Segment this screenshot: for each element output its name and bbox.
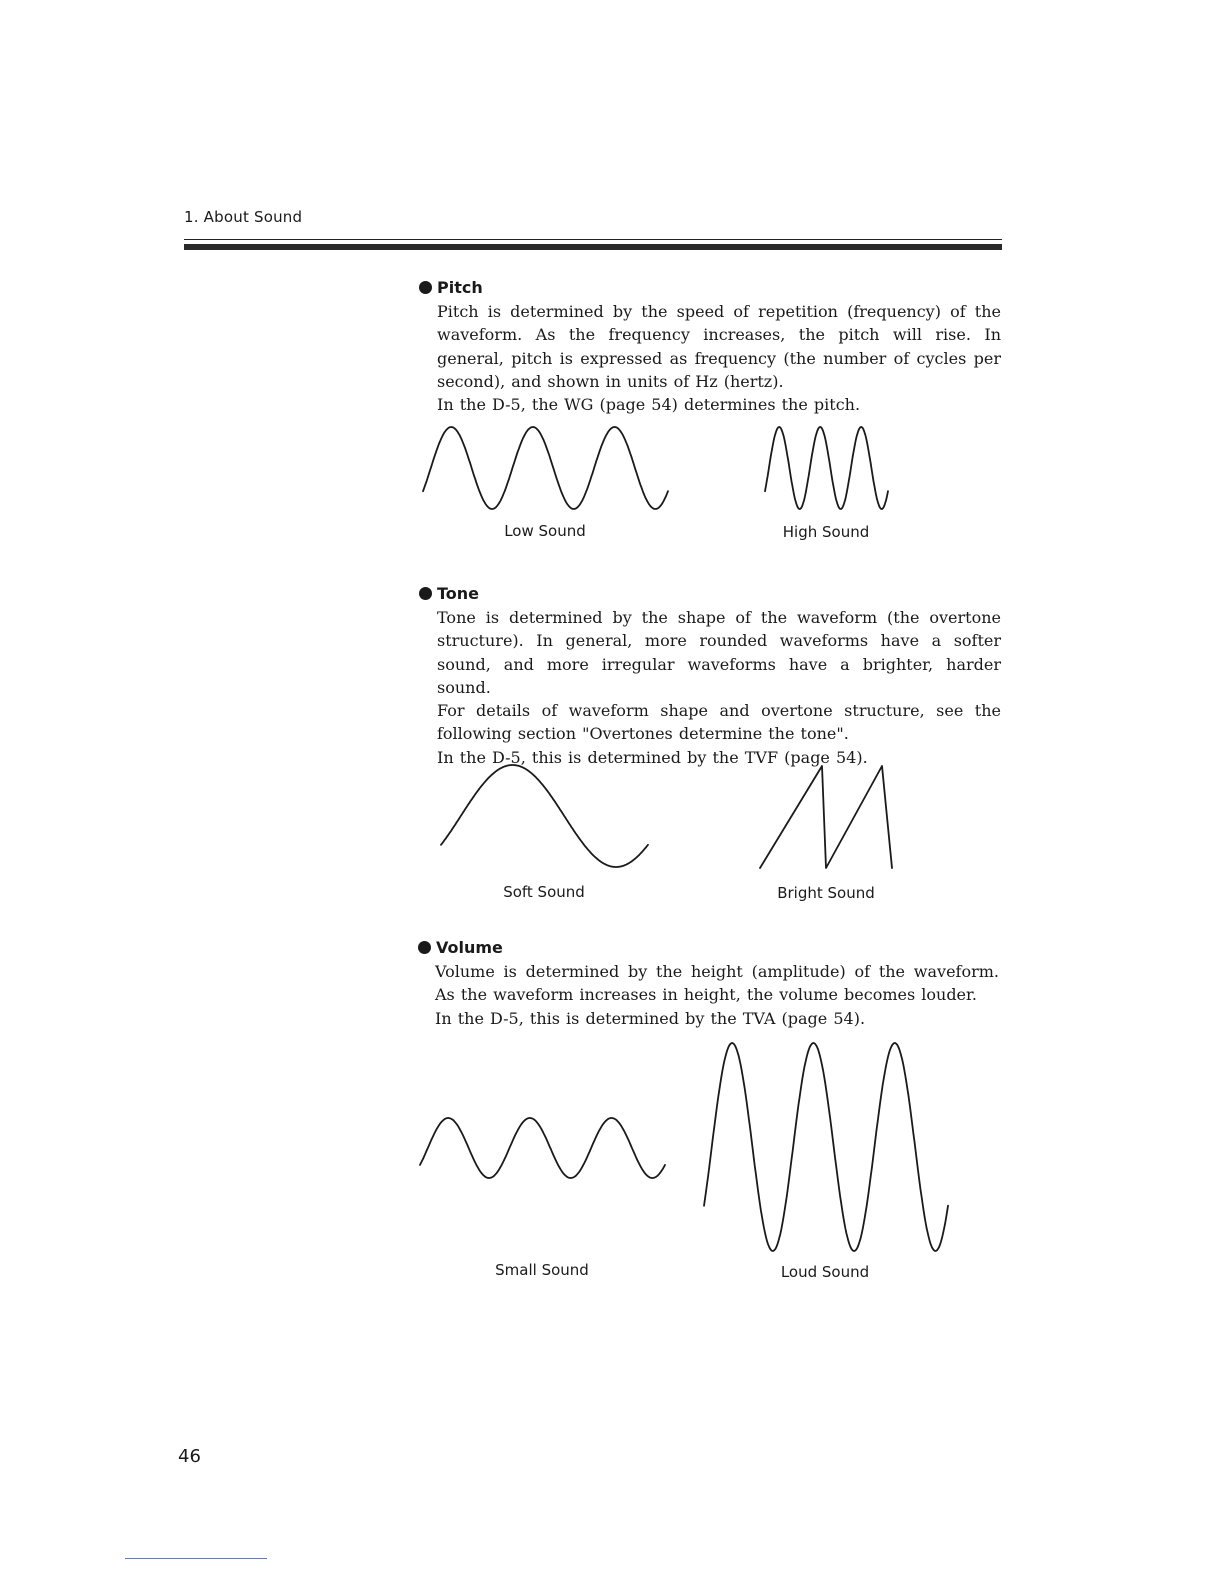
paragraph: Tone is determined by the shape of the waveform (the overtone structure). In general, more rounded waveforms have a softer sound, and more irregular waveforms have a brighter, harder sound. (437, 608, 1001, 697)
low-sound-waveform (423, 427, 668, 509)
bright-sound-waveform (760, 766, 892, 868)
loud-sound-waveform (704, 1043, 948, 1251)
section-text-tone (437, 606, 1001, 769)
page-number: 46 (178, 1446, 201, 1467)
small-sound-waveform (420, 1118, 665, 1178)
section-heading-pitch: Pitch (419, 278, 483, 297)
caption-bright-sound: Bright Sound (777, 884, 875, 902)
caption-soft-sound: Soft Sound (503, 883, 585, 901)
bullet-icon (418, 941, 431, 954)
caption-high-sound: High Sound (782, 523, 870, 541)
soft-sound-waveform (441, 765, 648, 867)
paragraph: Volume is determined by the height (amplitude) of the waveform. As the waveform increases in height, the volume becomes louder. (435, 962, 999, 1005)
section-text-volume (435, 960, 999, 1030)
caption-low-sound: Low Sound (504, 522, 586, 540)
section-heading-volume: Volume (418, 938, 503, 957)
paragraph: Pitch is determined by the speed of repetition (frequency) of the waveform. As the frequency increases, the pitch will rise. In general, pitch is expressed as frequency (the number of cycles per second), and shown in units of Hz (hertz). (437, 302, 1001, 391)
paragraph: In the D-5, this is determined by the TVF (page 54). (437, 747, 868, 767)
bullet-icon (419, 587, 432, 600)
bottom-blue-line (125, 1558, 267, 1559)
section-heading-tone: Tone (419, 584, 479, 603)
paragraph: In the D-5, this is determined by the TVA (page 54). (435, 1008, 866, 1028)
paragraph: For details of waveform shape and overtone structure, see the following section "Overtones determine the tone". (437, 701, 1001, 744)
chapter-title: 1. About Sound (184, 208, 303, 226)
high-sound-waveform (765, 427, 888, 509)
caption-small-sound: Small Sound (495, 1261, 589, 1279)
caption-loud-sound: Loud Sound (780, 1263, 870, 1281)
paragraph: In the D-5, the WG (page 54) determines the pitch. (437, 395, 861, 415)
